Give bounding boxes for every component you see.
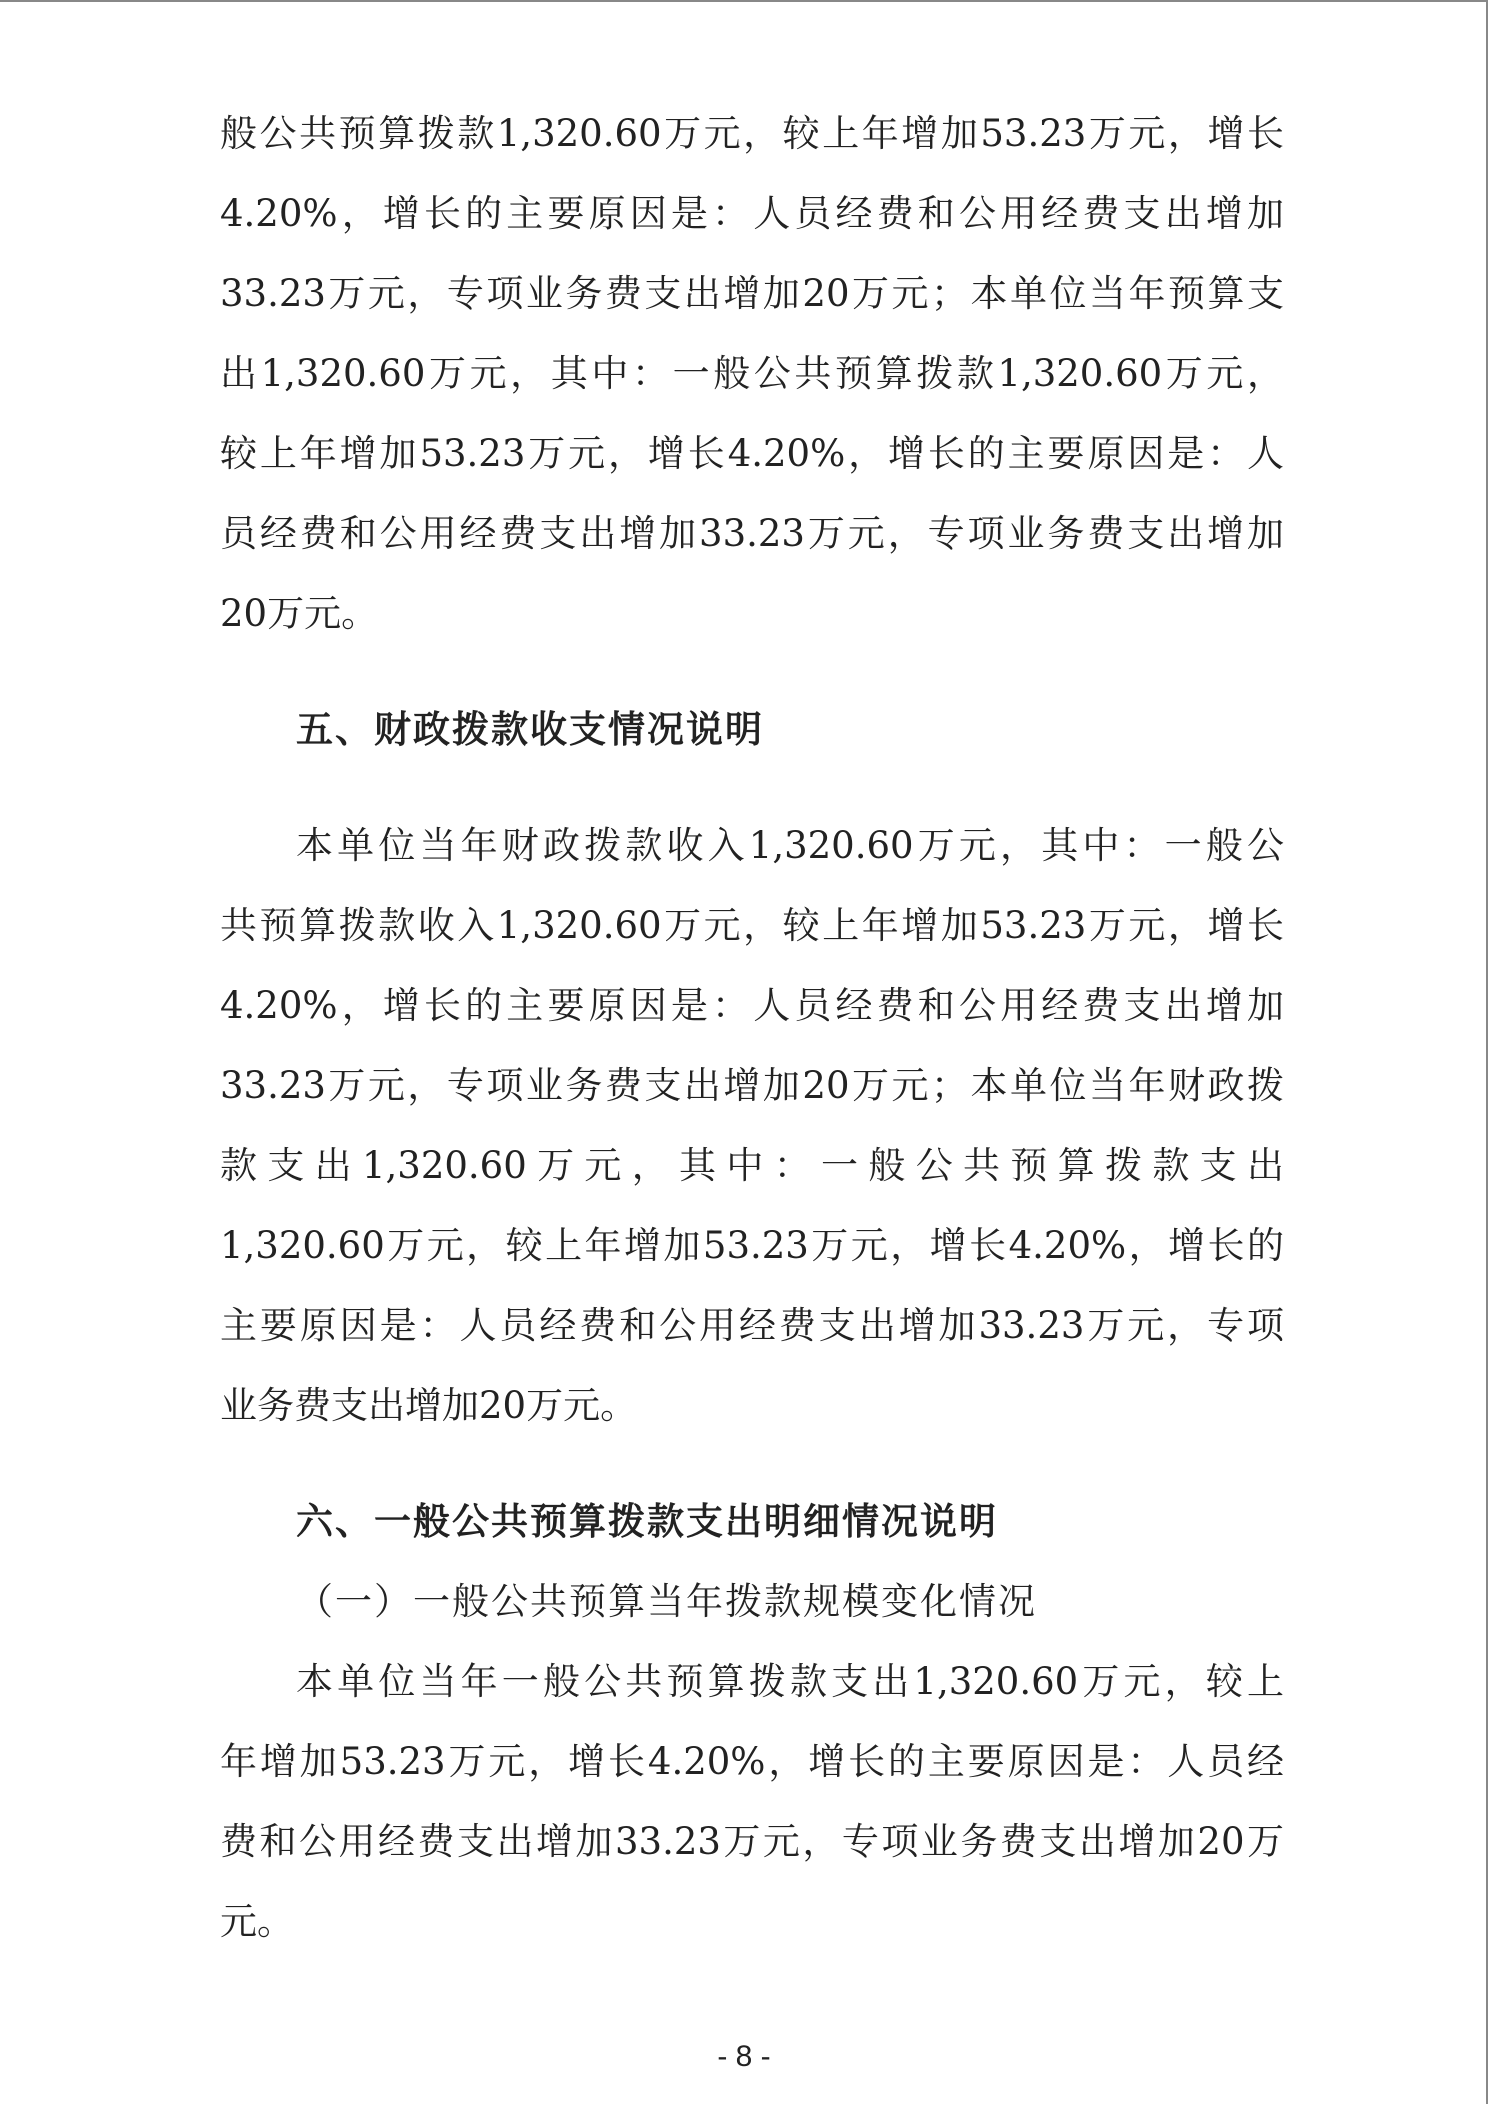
text-line: 业务费支出增加20万元。: [220, 1384, 638, 1427]
subsection-heading-6-1: （一）一般公共预算当年拨款规模变化情况: [296, 1580, 1037, 1623]
text-line: 33.23万元，专项业务费支出增加20万元；本单位当年财政拨: [220, 1064, 1284, 1107]
text-line: 4.20%，增长的主要原因是：人员经费和公用经费支出增加: [220, 984, 1284, 1027]
paragraph-budget-expenditure: [220, 94, 1284, 654]
text-line: 元。: [220, 1900, 294, 1943]
text-line: 共预算拨款收入1,320.60万元，较上年增加53.23万元，增长: [220, 904, 1284, 947]
text-line: 4.20%，增长的主要原因是：人员经费和公用经费支出增加: [220, 192, 1284, 235]
text-line: 1,320.60万元，较上年增加53.23万元，增长4.20%，增长的: [220, 1224, 1284, 1267]
text-line: 20万元。: [220, 592, 379, 635]
text-line: 出1,320.60万元，其中：一般公共预算拨款1,320.60万元，: [220, 352, 1284, 395]
section-heading-6: 六、一般公共预算拨款支出明细情况说明: [296, 1500, 998, 1543]
paragraph-fiscal-allocation: [220, 806, 1284, 1446]
page-number: - 8 -: [717, 2040, 771, 2073]
text-line: 33.23万元，专项业务费支出增加20万元；本单位当年预算支: [220, 272, 1284, 315]
spacer: [220, 1446, 1284, 1482]
paragraph-general-budget-scale: [220, 1642, 1284, 1962]
text-line: 款支出1,320.60万元，其中：一般公共预算拨款支出: [220, 1144, 1284, 1187]
page-border-top: [0, 0, 1488, 2]
spacer: [220, 770, 1284, 806]
document-body: [220, 94, 1284, 1962]
text-line: 员经费和公用经费支出增加33.23万元，专项业务费支出增加: [220, 512, 1284, 555]
text-line: 较上年增加53.23万元，增长4.20%，增长的主要原因是：人: [220, 432, 1284, 475]
text-line: 本单位当年一般公共预算拨款支出1,320.60万元，较上: [296, 1660, 1284, 1703]
spacer: [220, 654, 1284, 690]
text-line: 主要原因是：人员经费和公用经费支出增加33.23万元，专项: [220, 1304, 1284, 1347]
text-line: 年增加53.23万元，增长4.20%，增长的主要原因是：人员经: [220, 1740, 1284, 1783]
text-line: 本单位当年财政拨款收入1,320.60万元，其中：一般公: [296, 824, 1284, 867]
text-line: 费和公用经费支出增加33.23万元，专项业务费支出增加20万: [220, 1820, 1284, 1863]
text-line: 般公共预算拨款1,320.60万元，较上年增加53.23万元，增长: [220, 112, 1284, 155]
section-heading-5: 五、财政拨款收支情况说明: [296, 708, 764, 751]
